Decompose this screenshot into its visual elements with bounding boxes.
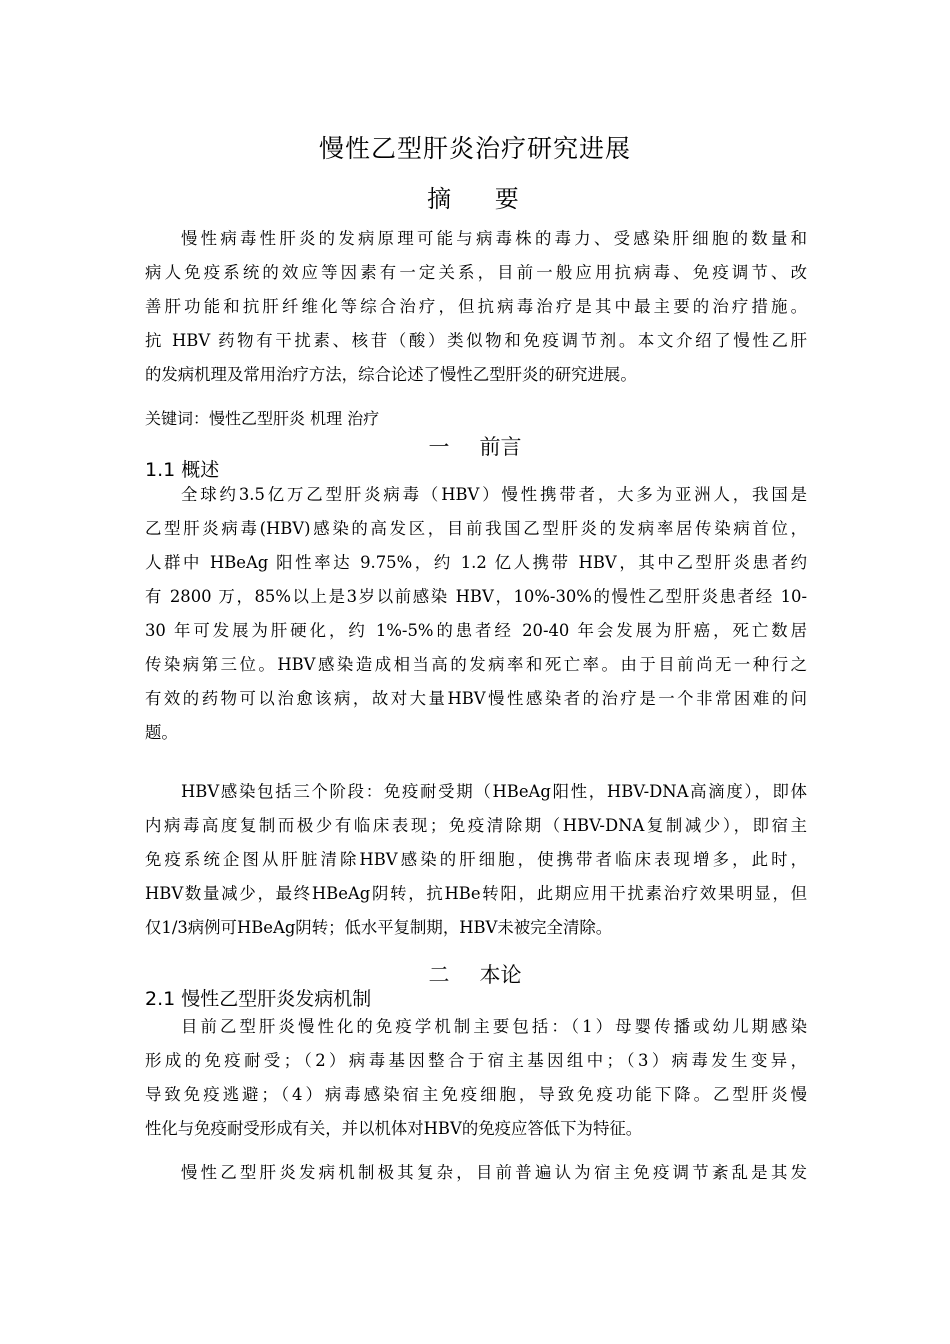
text-line: HBV数量减少，最终HBeAg阴转，抗HBe转阳，此期应用干扰素治疗效果明显，但 (145, 884, 807, 903)
section-heading-preface (0, 432, 950, 462)
section-title: 前言 (479, 435, 522, 459)
text-line: 善肝功能和抗肝纤维化等综合治疗，但抗病毒治疗是其中最主要的治疗措施。 (145, 297, 807, 316)
text-line: 有 2800 万，85%以上是3岁以前感染 HBV，10%-30%的慢性乙型肝炎患者经 10- (145, 587, 807, 606)
text-line: 慢性乙型肝炎发病机制极其复杂，目前普遍认为宿主免疫调节紊乱是其发 (181, 1163, 807, 1182)
text-line: HBV感染包括三个阶段：免疫耐受期（HBeAg阳性，HBV-DNA高滴度），即体 (181, 782, 807, 801)
text-line: 慢性病毒性肝炎的发病原理可能与病毒株的毒力、受感染肝细胞的数量和 (181, 229, 807, 248)
text-line: 30 年可发展为肝硬化，约 1%-5%的患者经 20-40 年会发展为肝癌，死亡数居 (145, 621, 807, 640)
abstract-paragraph (145, 222, 807, 392)
section-number: 二 (428, 963, 450, 987)
text-line: 传染病第三位。HBV感染造成相当高的发病率和死亡率。由于目前尚无一种行之 (145, 655, 807, 674)
subsection-heading: 2.1 慢性乙型肝炎发病机制 (145, 988, 372, 1010)
overview-paragraph-2 (145, 775, 807, 945)
section-heading-main (0, 960, 950, 990)
text-line: 病人免疫系统的效应等因素有一定关系，目前一般应用抗病毒、免疫调节、改 (145, 263, 807, 282)
text-line: 导致免疫逃避；（4）病毒感染宿主免疫细胞，导致免疫功能下降。乙型肝炎慢 (145, 1085, 807, 1104)
text-line: 仅1/3病例可HBeAg阴转；低水平复制期，HBV未被完全清除。 (145, 918, 613, 937)
mechanism-paragraph-1 (145, 1010, 807, 1146)
text-line: 目前乙型肝炎慢性化的免疫学机制主要包括：（1）母婴传播或幼儿期感染 (181, 1017, 807, 1036)
text-line: 题。 (145, 723, 178, 742)
text-line: 人群中 HBeAg 阳性率达 9.75%，约 1.2 亿人携带 HBV，其中乙型肝炎患者约 (145, 553, 807, 572)
overview-paragraph-1 (145, 478, 807, 750)
text-line: 抗 HBV 药物有干扰素、核苷（酸）类似物和免疫调节剂。本文介绍了慢性乙肝 (145, 331, 807, 350)
text-line: 有效的药物可以治愈该病，故对大量HBV慢性感染者的治疗是一个非常困难的问 (145, 689, 807, 708)
text-line: 形成的免疫耐受；（2）病毒基因整合于宿主基因组中；（3）病毒发生变异， (145, 1051, 807, 1070)
section-number: 一 (428, 435, 450, 459)
abstract-heading: 摘 要 (427, 185, 537, 213)
text-line: 全球约3.5亿万乙型肝炎病毒（HBV）慢性携带者，大多为亚洲人，我国是 (181, 485, 807, 504)
section-title: 本论 (479, 963, 522, 987)
mechanism-paragraph-2 (145, 1156, 807, 1190)
keywords-line: 关键词：慢性乙型肝炎 机理 治疗 (145, 409, 380, 428)
text-line: 性化与免疫耐受形成有关，并以机体对HBV的免疫应答低下为特征。 (145, 1119, 643, 1138)
document-title: 慢性乙型肝炎治疗研究进展 (318, 134, 631, 163)
text-line: 的发病机理及常用治疗方法，综合论述了慢性乙型肝炎的研究进展。 (145, 365, 637, 384)
text-line: 免疫系统企图从肝脏清除HBV感染的肝细胞，使携带者临床表现增多，此时， (145, 850, 807, 869)
text-line: 内病毒高度复制而极少有临床表现；免疫清除期（HBV-DNA复制减少），即宿主 (145, 816, 807, 835)
text-line: 乙型肝炎病毒(HBV)感染的高发区，目前我国乙型肝炎的发病率居传染病首位， (145, 519, 807, 538)
subsection-heading: 1.1 概述 (145, 459, 220, 481)
